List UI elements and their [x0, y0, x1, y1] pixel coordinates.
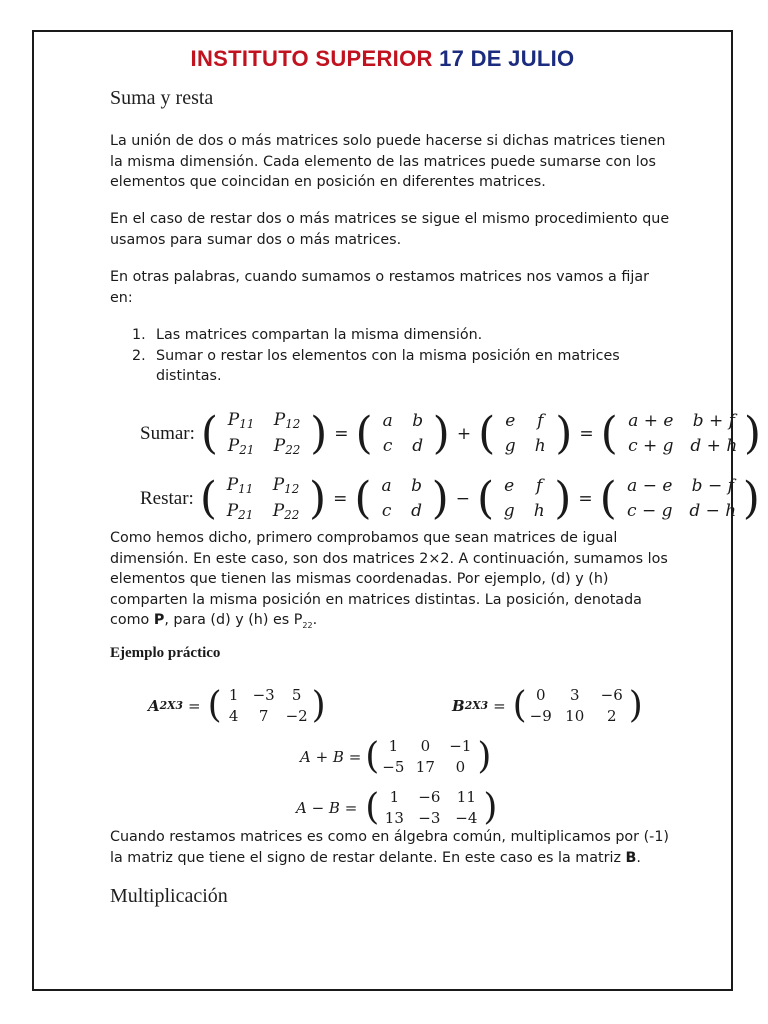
matrix-a-definition: A 2X3 = ( 1 −3 5 4 7 −2 ): [148, 685, 326, 726]
a-minus-b-equation: A − B = ( 1 −6 11 13 −3 −4 ): [296, 787, 498, 828]
page-title: [34, 46, 731, 72]
paragraph-cuando-restamos: Cuando restamos matrices es como en álgebra común, multiplicamos por (-1) la matriz que tiene el signo de restar delante. En este caso es la matriz B.: [110, 829, 669, 866]
sum-equation: Sumar: ( $P_{11}$ $P_{12}$ $P_{21}$ $P_{22}$ ) = ( a b c d ) + ( e f g h ) = ( a + e b + f c + g d + h ): [140, 408, 762, 459]
section-heading-multiplicacion: Multiplicación: [110, 885, 228, 907]
paragraph-restar: En el caso de restar dos o más matrices se sigue el mismo procedimiento que usamos para sumar dos o más matrices.: [110, 211, 670, 248]
matrix-abcd: ( a b c d ): [354, 473, 449, 524]
difference-equation: Restar: ( $P_{11}$ $P_{12}$ $P_{21}$ $P_{22}$ ) = ( a b c d ) − ( e f g h ) = ( a − e b − f c − g d − h ): [140, 473, 760, 524]
matrix-p: ( $P_{11}$ $P_{12}$ $P_{21}$ $P_{22}$ ): [200, 408, 328, 459]
matrix-abcd: ( a b c d ): [355, 408, 450, 459]
list-item: [110, 325, 670, 346]
sum-label: Sumar:: [140, 422, 195, 444]
conditions-list: [110, 325, 670, 387]
title-date: 17 DE JULIO: [439, 46, 575, 71]
list-number: 1.: [132, 327, 146, 343]
matrix-diff-result: ( a − e b − f c − g d − h ): [599, 473, 760, 524]
list-text: Sumar o restar los elementos con la misma posición en matrices distintas.: [156, 347, 620, 384]
matrix-p: ( $P_{11}$ $P_{12}$ $P_{21}$ $P_{22}$ ): [199, 473, 327, 524]
list-item: [110, 346, 670, 387]
matrix-b-definition: B 2X3 = ( 0 3 −6 −9 10 2 ): [452, 685, 643, 726]
section-heading-suma-resta: Suma y resta: [110, 87, 214, 109]
paragraph-como-hemos-dicho: Como hemos dicho, primero comprobamos que sean matrices de igual dimensión. En este caso, son dos matrices 2×2. A continuación, sumamos los elementos que tienen las mismas coordenadas. Por ejemplo, (d) y (h) comparten la misma posición en matrices distintas. La posición, denotada como P, para (d) y (h) es $P_{22}$.: [110, 530, 668, 630]
paragraph-otras-palabras: En otras palabras, cuando sumamos o restamos matrices nos vamos a fijar en:: [110, 269, 649, 306]
difference-label: Restar:: [140, 487, 194, 509]
paragraph-union: La unión de dos o más matrices solo puede hacerse si dichas matrices tienen la misma dimensión. Cada elemento de las matrices puede sumarse con los elementos que coincidan en posición en diferentes matrices.: [110, 133, 666, 190]
list-number: 2.: [132, 347, 146, 364]
document-page: [32, 30, 762, 991]
matrix-efgh: ( e f g h ): [477, 473, 572, 524]
title-institute: INSTITUTO SUPERIOR: [190, 46, 433, 71]
matrix-sum-result: ( a + e b + f c + g d + h ): [600, 408, 762, 459]
list-text: Las matrices compartan la misma dimensión.: [156, 327, 483, 343]
a-plus-b-equation: A + B = ( 1 0 −1 −5 17 0 ): [300, 736, 492, 777]
example-heading: Ejemplo práctico: [110, 645, 221, 661]
matrix-efgh: ( e f g h ): [478, 408, 573, 459]
